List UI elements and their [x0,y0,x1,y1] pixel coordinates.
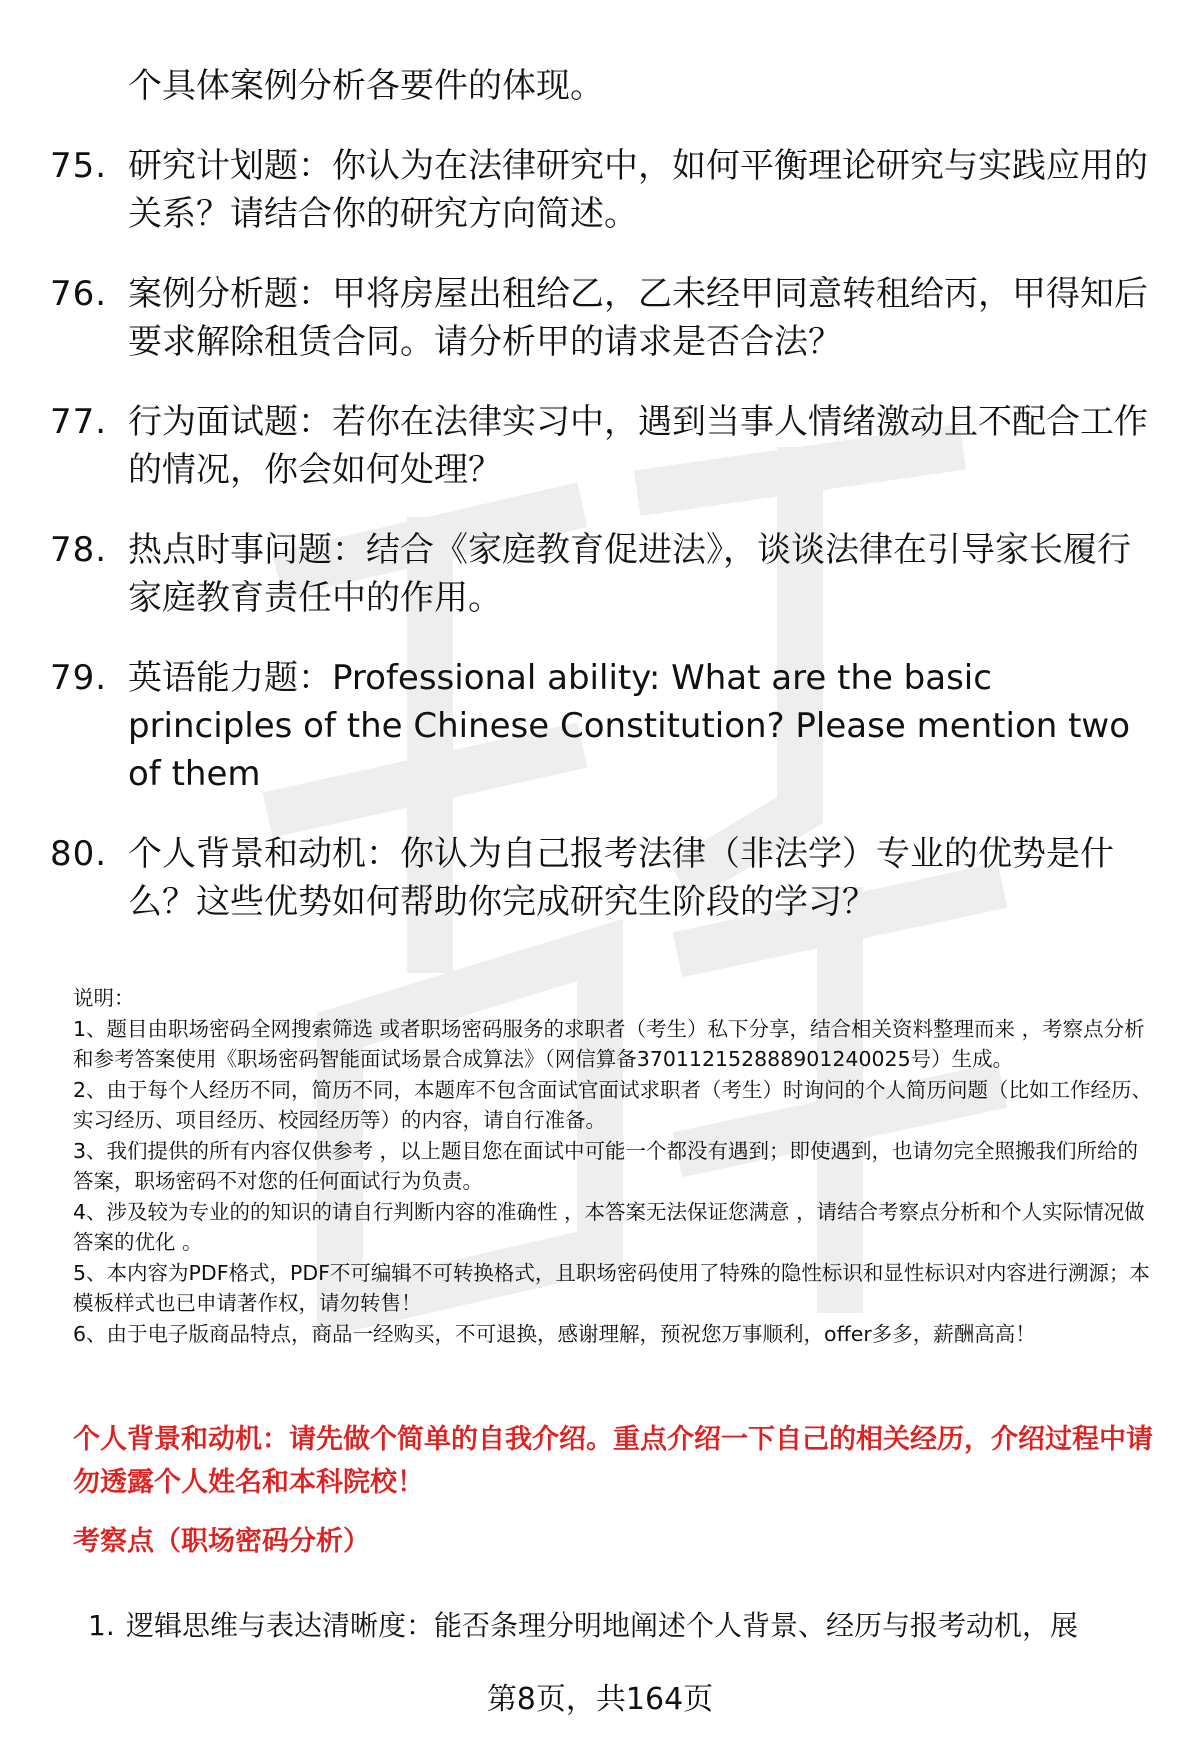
note-item: 6、由于电子版商品特点，商品一经购买，不可退换，感谢理解，预祝您万事顺利，offer多多，薪酬高高！ [73,1321,1036,1346]
continuation-text: 个具体案例分析各要件的体现。 [128,66,604,106]
exam-point-number: 1. [88,1609,115,1642]
question-heading: 个人背景和动机：请先做个简单的自我介绍。重点介绍一下自己的相关经历，介绍过程中请勿透露个人姓名和本科院校！ [73,1424,1153,1498]
notes-section [73,983,1153,1349]
question-text: 研究计划题：你认为在法律研究中，如何平衡理论研究与实践应用的关系？请结合你的研究方向简述。 [128,146,1148,234]
question-number: 76. [50,274,108,314]
question-text: 热点时事问题：结合《家庭教育促进法》，谈谈法律在引导家长履行家庭教育责任中的作用。 [128,530,1131,618]
exam-point-title: 考察点（职场密码分析） [73,1526,370,1557]
question-item [50,142,1150,238]
exam-point-text: 逻辑思维与表达清晰度：能否条理分明地阐述个人背景、经历与报考动机，展 [126,1609,1079,1642]
question-item [50,270,1150,366]
page-footer: 第8页，共164页 [486,1682,714,1717]
question-item [50,398,1150,494]
note-item: 5、本内容为PDF格式，PDF不可编辑不可转换格式，且职场密码使用了特殊的隐性标识和显性标识对内容进行溯源；本模板样式也已申请著作权，请勿转售！ [73,1260,1150,1315]
question-text: 个人背景和动机：你认为自己报考法律（非法学）专业的优势是什么？这些优势如何帮助你完成研究生阶段的学习？ [128,834,1114,922]
exam-point-item [88,1606,1158,1646]
question-text: 行为面试题：若你在法律实习中，遇到当事人情绪激动且不配合工作的情况，你会如何处理？ [128,402,1148,490]
question-number: 78. [50,530,108,570]
note-item: 4、涉及较为专业的的知识的请自行判断内容的准确性 ，本答案无法保证您满意 ，请结合考察点分析和个人实际情况做答案的优化 。 [73,1199,1145,1254]
note-item: 2、由于每个人经历不同，简历不同，本题库不包含面试官面试求职者（考生）时询问的个人简历问题（比如工作经历、实习经历、项目经历、校园经历等）的内容，请自行准备。 [73,1077,1153,1132]
note-item: 1、题目由职场密码全网搜索筛选 或者职场密码服务的求职者（考生）私下分享，结合相关资料整理而来 ，考察点分析和参考答案使用《职场密码智能面试场景合成算法》（网信算备370112152888901240025号）生成。 [73,1016,1145,1071]
note-item: 3、我们提供的所有内容仅供参考 ，以上题目您在面试中可能一个都没有遇到；即使遇到，也请勿完全照搬我们所给的答案，职场密码不对您的任何面试行为负责。 [73,1138,1139,1193]
question-text: 英语能力题：Professional ability: What are the basic principles of the Chinese Constitution? Please mention two of them [128,658,1131,794]
notes-title: 说明： [73,986,135,1010]
question-number: 75. [50,146,108,186]
question-item [50,830,1150,926]
question-number: 79. [50,658,108,698]
question-number: 77. [50,402,108,442]
question-text: 案例分析题：甲将房屋出租给乙，乙未经甲同意转租给丙，甲得知后要求解除租赁合同。请分析甲的请求是否合法？ [128,274,1148,362]
question-number: 80. [50,834,108,874]
question-item [50,654,1150,798]
question-list [50,142,1150,958]
question-item [50,526,1150,622]
